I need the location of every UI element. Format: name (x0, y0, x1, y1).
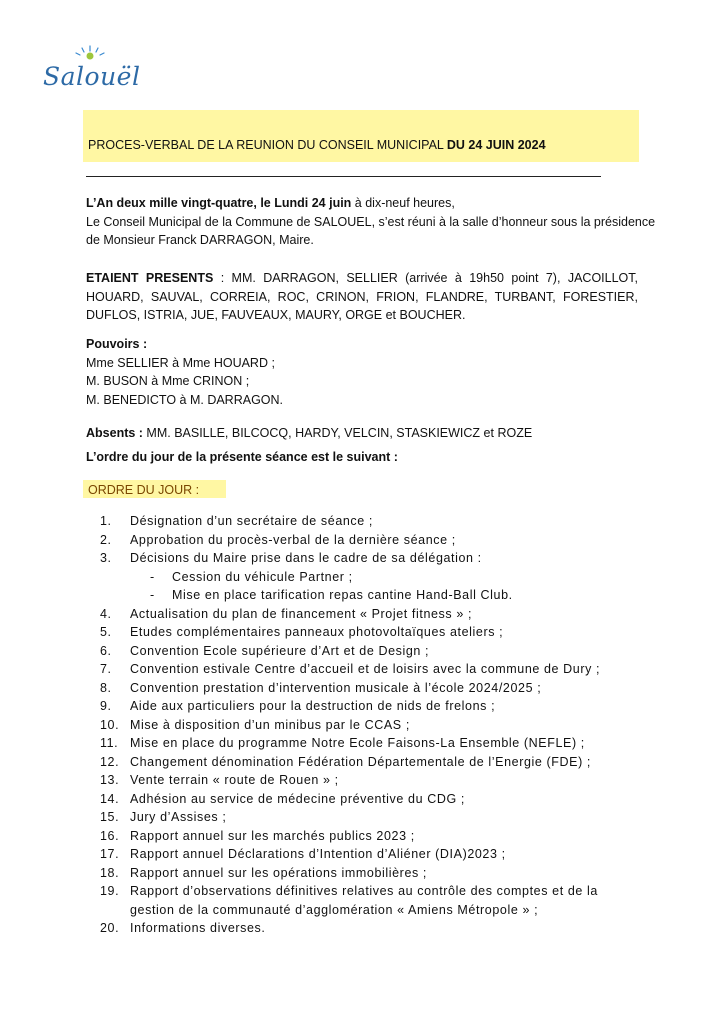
agenda-item (0, 919, 640, 938)
agenda-number: 15. (100, 810, 120, 824)
pouvoirs-section (86, 335, 283, 409)
agenda-number: 18. (100, 865, 120, 880)
agenda-item (0, 623, 640, 642)
presents-label: ETAIENT PRESENTS (86, 271, 214, 285)
agenda-number: 2. (100, 532, 112, 547)
agenda-item (0, 771, 640, 790)
agenda-number: 13. (100, 773, 120, 787)
agenda-number: 5. (100, 625, 112, 639)
agenda-text: Etudes complémentaires panneaux photovoltaïques ateliers ; (130, 625, 504, 639)
agenda-number: 10. (100, 717, 120, 732)
agenda-subitem (0, 586, 513, 605)
agenda-sub-dash: - (150, 569, 155, 584)
agenda-text: Changement dénomination Fédération Départementale de l’Energie (FDE) ; (130, 754, 591, 769)
ordre-intro-text: L’ordre du jour de la présente séance est le suivant : (86, 450, 398, 464)
pouvoirs-label: Pouvoirs : (86, 337, 148, 351)
agenda-number: 17. (100, 847, 120, 861)
agenda-item (0, 660, 640, 679)
agenda-text: Convention estivale Centre d’accueil et de loisirs avec la commune de Dury ; (130, 662, 601, 676)
agenda-text: Aide aux particuliers pour la destruction de nids de frelons ; (130, 699, 496, 713)
agenda-text: Adhésion au service de médecine préventive du CDG ; (130, 791, 465, 806)
title-date: DU 24 JUIN 2024 (446, 138, 546, 152)
agenda-text: Convention prestation d’intervention musicale à l’école 2024/2025 ; (130, 680, 542, 695)
title-banner (83, 110, 639, 162)
agenda-subitem (0, 568, 510, 587)
agenda-text: Informations diverses. (130, 921, 266, 935)
title-main: PROCES-VERBAL DE LA REUNION DU CONSEIL MUNICIPAL (88, 138, 447, 152)
agenda-number: 7. (100, 662, 112, 676)
agenda-item (0, 679, 640, 698)
agenda-item (0, 512, 640, 531)
agenda-number: 9. (100, 699, 112, 713)
ordre-intro (86, 448, 398, 467)
agenda-item (0, 734, 640, 753)
agenda-item (0, 827, 640, 846)
agenda-item (0, 864, 640, 883)
agenda-text: Jury d’Assises ; (130, 810, 227, 824)
logo (40, 42, 140, 102)
pouvoir-item: M. BUSON à Mme CRINON ; (86, 374, 250, 388)
agenda-number: 11. (100, 736, 119, 750)
presents-paragraph (86, 269, 638, 325)
presents-text: : MM. DARRAGON, SELLIER (arrivée à 19h50 point 7), JACOILLOT, HOUARD, SAUVAL, CORREIA, ROC, CRINON, FRION, FLANDRE, TURBANT, FORESTIER, DUFLOS, ISTRIA, JUE, FAUVEAUX, MAURY, ORGE et BOUCHER. (86, 271, 638, 322)
agenda-text: Convention Ecole supérieure d’Art et de Design ; (130, 643, 430, 658)
agenda-text: Désignation d’un secrétaire de séance ; (130, 514, 373, 528)
agenda-sub-text: Mise en place tarification repas cantine Hand-Ball Club. (172, 588, 513, 602)
agenda-number: 16. (100, 828, 120, 843)
opening-line-2: Le Conseil Municipal de la Commune de SALOUEL, s’est réuni à la salle d’honneur sous la présidence (86, 214, 656, 229)
agenda-text: Mise en place du programme Notre Ecole Faisons-La Ensemble (NEFLE) ; (130, 736, 585, 750)
absents-text: MM. BASILLE, BILCOCQ, HARDY, VELCIN, STASKIEWICZ et ROZE (142, 426, 533, 440)
agenda-item (0, 790, 640, 809)
agenda-text: Décisions du Maire prise dans le cadre de sa délégation : (130, 551, 482, 565)
agenda-number: 20. (100, 921, 120, 935)
agenda-item (0, 697, 640, 716)
agenda-item (0, 716, 640, 735)
opening-paragraph (86, 194, 655, 250)
agenda-number: 8. (100, 680, 112, 695)
opening-lead-rest: à dix-neuf heures, (351, 196, 455, 210)
agenda-text: Approbation du procès-verbal de la dernière séance ; (130, 532, 456, 547)
opening-lead: L’An deux mille vingt-quatre, le Lundi 24 juin (86, 196, 352, 210)
agenda-sub-text: Cession du véhicule Partner ; (172, 569, 353, 584)
agenda-item (0, 882, 640, 919)
pouvoir-item: Mme SELLIER à Mme HOUARD ; (86, 355, 275, 370)
agenda-text: Vente terrain « route de Rouen » ; (130, 773, 339, 787)
agenda-number: 14. (100, 791, 120, 806)
agenda-item (0, 642, 640, 661)
page-title (88, 137, 546, 153)
absents-line (86, 424, 532, 443)
logo-text: Salouël (43, 62, 141, 91)
agenda-item (0, 531, 640, 550)
agenda-item (0, 605, 640, 624)
opening-line-3: de Monsieur Franck DARRAGON, Maire. (86, 233, 314, 247)
agenda-number: 19. (100, 884, 120, 898)
agenda-text: Rapport d’observations définitives relatives au contrôle des comptes et de la gestion de la communauté d’agglomération « Amiens Métropole » ; (130, 884, 598, 917)
agenda-number: 1. (100, 514, 112, 528)
agenda-item (0, 845, 640, 864)
agenda-number: 3. (100, 551, 112, 565)
agenda-list (0, 512, 640, 938)
agenda-sub-dash: - (150, 588, 155, 602)
agenda-text: Rapport annuel Déclarations d’Intention d’Aliéner (DIA)2023 ; (130, 847, 506, 861)
agenda-number: 6. (100, 643, 112, 658)
divider (86, 176, 601, 177)
agenda-item (0, 808, 640, 827)
ordre-label: ORDRE DU JOUR : (88, 483, 200, 497)
absents-label: Absents : (86, 426, 143, 440)
agenda-text: Rapport annuel sur les marchés publics 2023 ; (130, 828, 415, 843)
agenda-text: Rapport annuel sur les opérations immobilières ; (130, 865, 427, 880)
agenda-number: 12. (100, 754, 120, 769)
agenda-text: Actualisation du plan de financement « Projet fitness » ; (130, 606, 473, 621)
agenda-item (0, 753, 640, 772)
agenda-text: Mise à disposition d’un minibus par le CCAS ; (130, 717, 410, 732)
pouvoir-item: M. BENEDICTO à M. DARRAGON. (86, 392, 284, 407)
agenda-item (0, 549, 640, 568)
agenda-number: 4. (100, 606, 112, 621)
